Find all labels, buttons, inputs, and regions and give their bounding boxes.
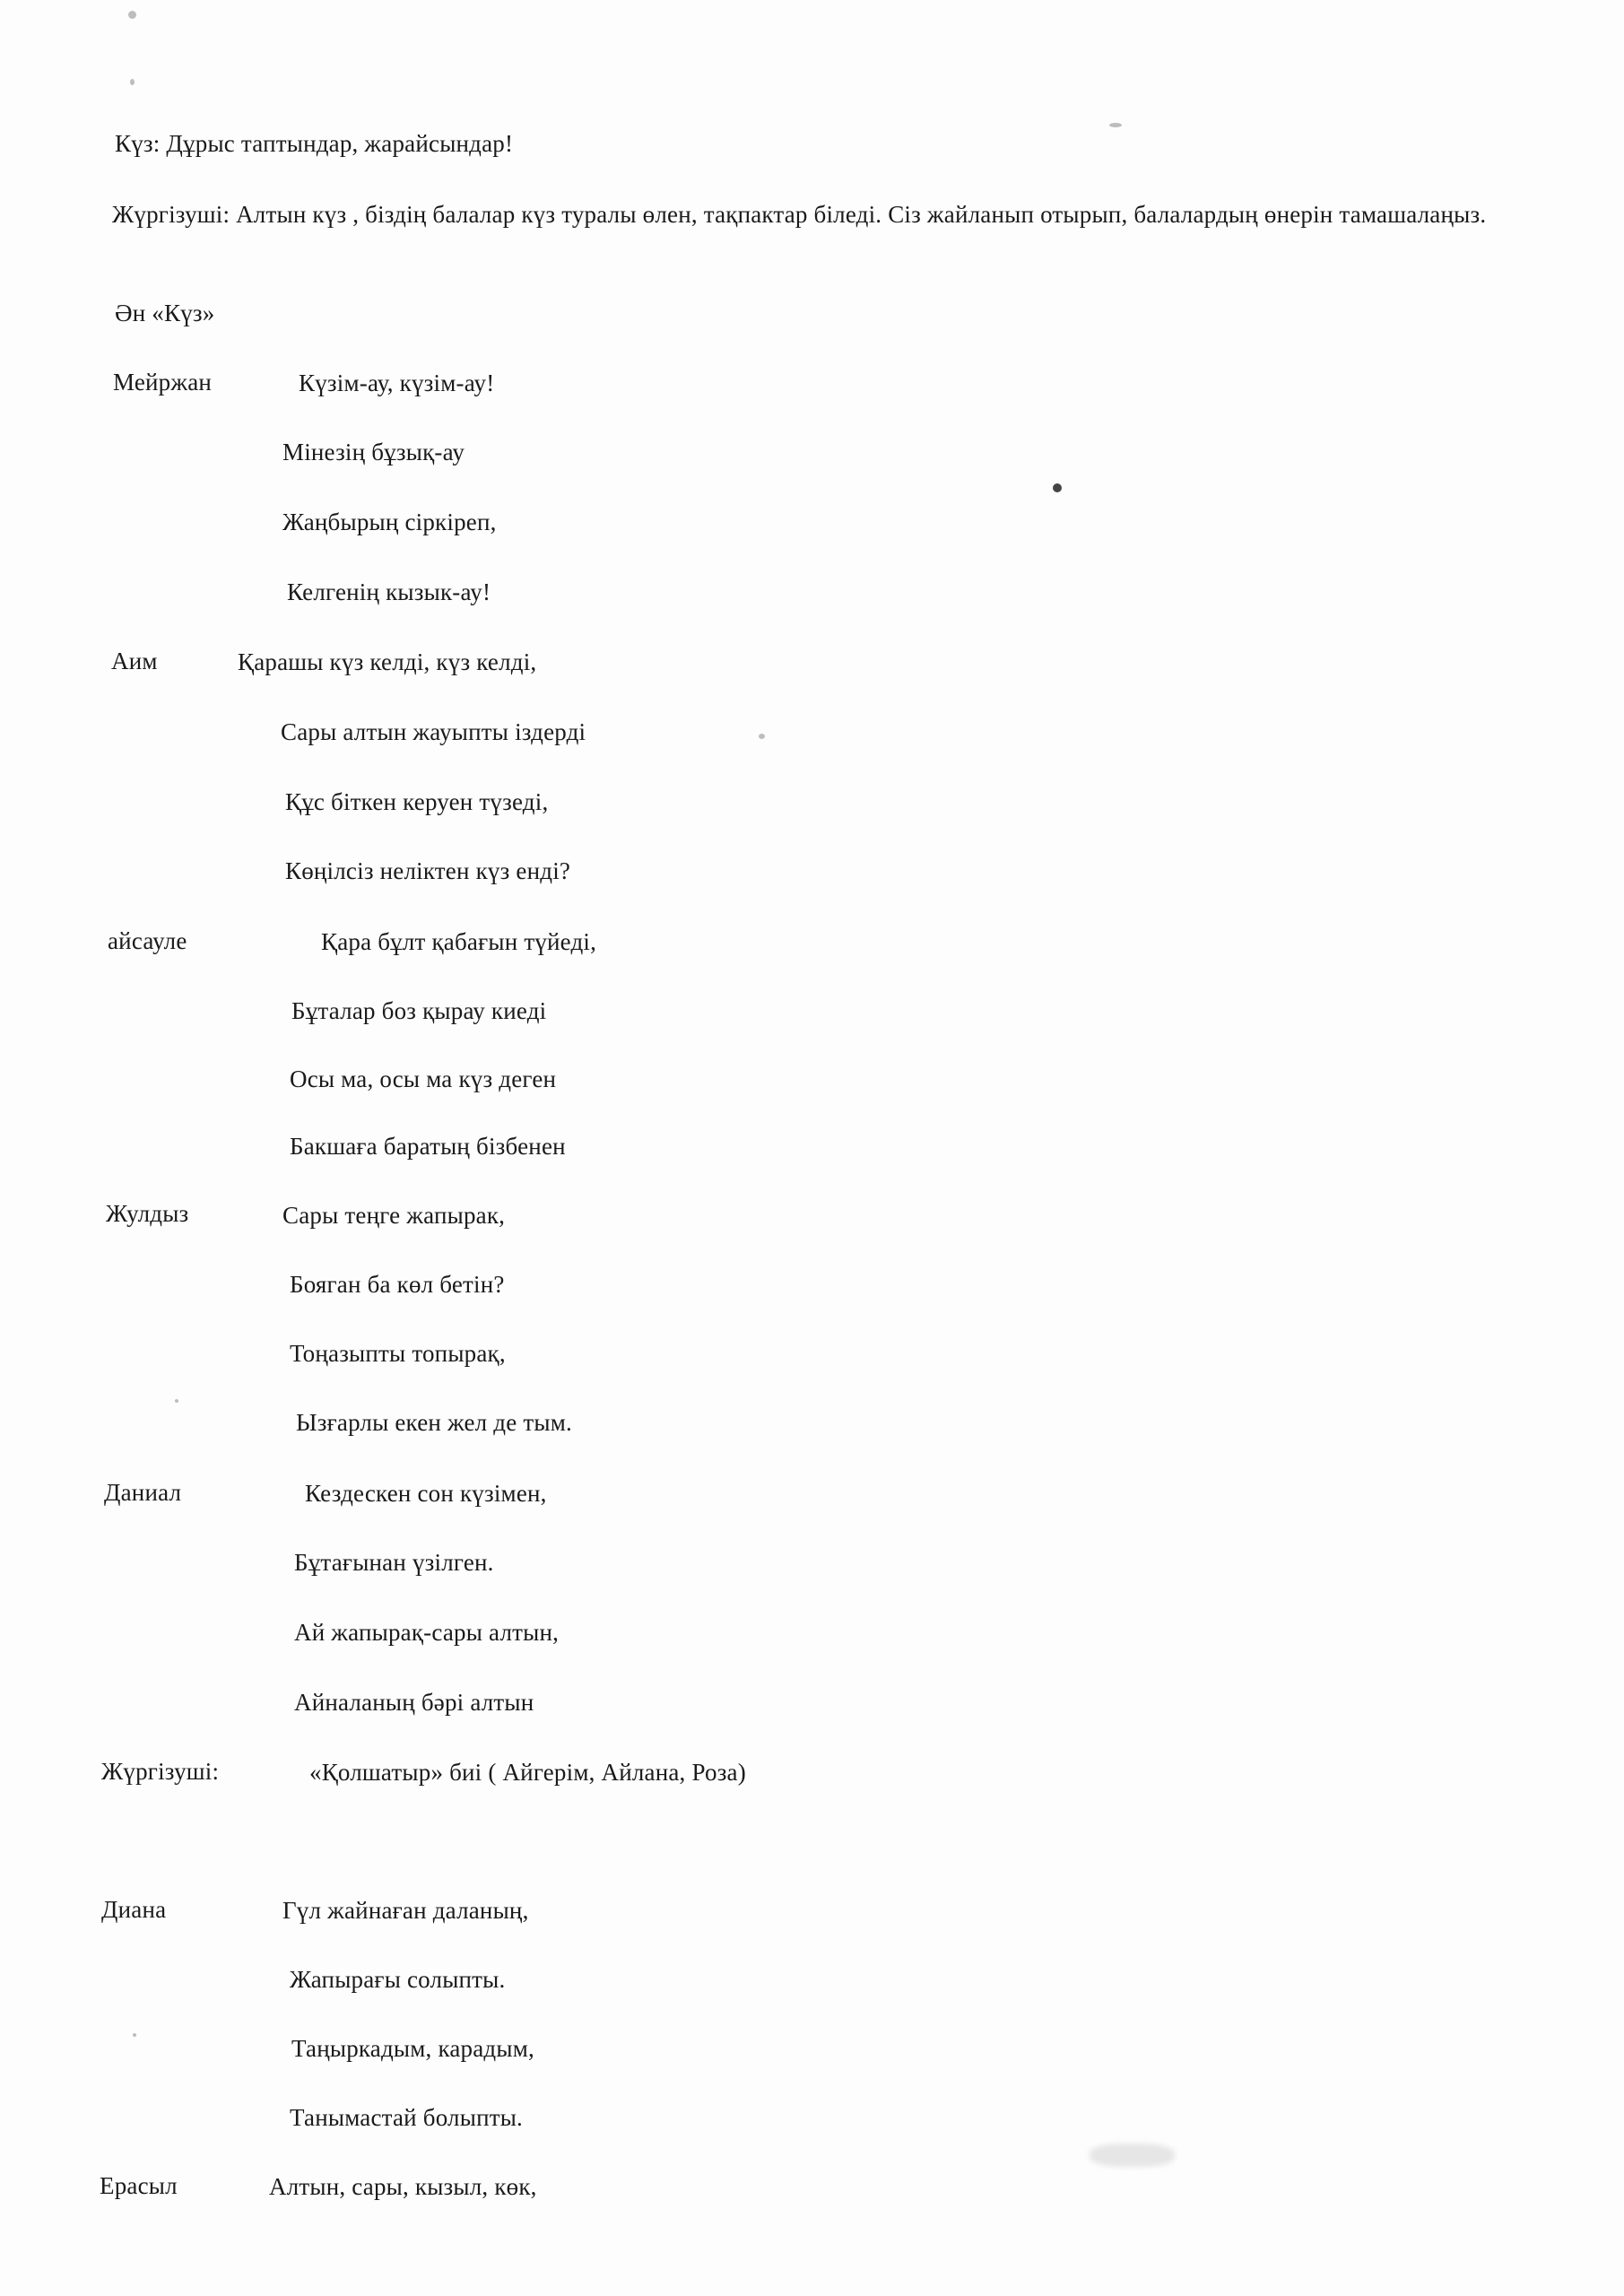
scan-speck — [1109, 123, 1122, 127]
verse-line: Бұталар боз қырау киеді — [291, 997, 547, 1024]
scan-speck — [128, 11, 136, 19]
verse-line: Мінезің бұзық-ау — [282, 439, 465, 465]
verse-line: Сары алтын жауыпты іздерді — [281, 718, 586, 745]
verse-line: Көңілсіз неліктен күз енді? — [285, 857, 571, 884]
verse-line: Бояган ба көл бетін? — [290, 1271, 505, 1298]
speaker-name: Ерасыл — [100, 2172, 178, 2199]
verse-line: Алтын, сары, кызыл, көк, — [269, 2173, 537, 2200]
scan-speck — [175, 1399, 178, 1403]
song-title: Ән «Күз» — [115, 300, 215, 326]
verse-line: Гүл жайнаған даланың, — [282, 1897, 529, 1924]
dance-line: «Қолшатыр» биі ( Айгерім, Айлана, Роза) — [309, 1759, 746, 1786]
verse-line: Таңыркадым, карадым, — [291, 2035, 534, 2062]
verse-line: Жаңбырың сіркіреп, — [282, 509, 497, 535]
verse-line: Танымастай болыпты. — [290, 2104, 524, 2131]
verse-line: Ызғарлы екен жел де тым. — [296, 1409, 572, 1436]
intro-line: Күз: Дұрыс таптындар, жарайсындар! — [115, 130, 514, 157]
scan-speck — [1053, 483, 1062, 492]
verse-line: Құс біткен керуен түзеді, — [285, 788, 549, 815]
speaker-name: Жүргізуші: — [101, 1758, 220, 1785]
verse-line: Жапырағы солыпты. — [290, 1966, 506, 1993]
verse-line: Осы ма, осы ма күз деген — [290, 1065, 557, 1092]
scan-speck — [133, 2033, 136, 2037]
verse-line: Қарашы күз келді, күз келді, — [238, 648, 537, 675]
verse-line: Қара бұлт қабағын түйеді, — [321, 928, 597, 955]
verse-line: Ай жапырақ-сары алтын, — [294, 1619, 560, 1646]
verse-line: Келгенің кызык-ау! — [287, 578, 491, 605]
host-paragraph: Жүргізуші: Алтын күз , біздің балалар күз туралы өлен, тақпактар біледі. Сіз жайланып отырып, балалардың өнерін тамашалаңыз. — [112, 201, 1487, 228]
verse-line: Бакшаға баратың бізбенен — [290, 1133, 566, 1160]
speaker-name: Аим — [111, 648, 158, 674]
scan-speck — [759, 734, 765, 739]
speaker-name: Даниал — [104, 1479, 182, 1506]
scan-smudge — [1090, 2144, 1175, 2167]
verse-line: Кездескен сон күзімен, — [305, 1480, 547, 1507]
verse-line: Айналаның бәрі алтын — [294, 1689, 534, 1716]
speaker-name: Жулдыз — [106, 1200, 189, 1227]
verse-line: Бұтағынан үзілген. — [294, 1549, 494, 1576]
speaker-name: айсауле — [108, 927, 187, 954]
speaker-name: Диана — [101, 1896, 167, 1923]
verse-line: Тоңазыпты топырақ, — [290, 1340, 506, 1367]
scan-speck — [130, 79, 135, 85]
speaker-name: Мейржан — [113, 369, 213, 396]
verse-line: Сары теңге жапырак, — [282, 1202, 506, 1229]
verse-line: Күзім-ау, күзім-ау! — [299, 370, 495, 396]
